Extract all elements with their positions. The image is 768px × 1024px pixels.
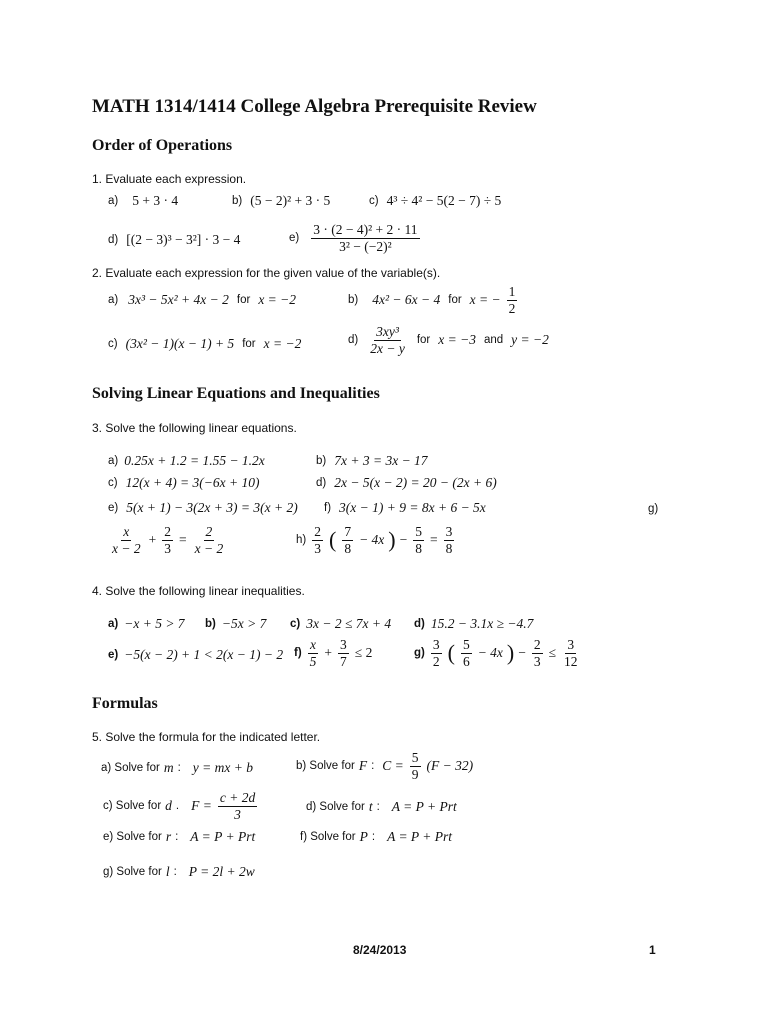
problem-4e xyxy=(108,647,283,663)
problem-3-text: 3. Solve the following linear equations. xyxy=(92,421,297,435)
fraction-numerator: 3 xyxy=(432,637,440,652)
fraction-denominator: 2x − y xyxy=(370,340,405,356)
problem-3g-label: g) xyxy=(648,503,659,515)
fraction xyxy=(342,524,353,556)
paren-close: ) xyxy=(506,640,515,666)
fraction-denominator: 8 xyxy=(445,540,453,556)
fraction xyxy=(338,637,349,669)
fraction-denominator: 3 xyxy=(234,806,241,822)
math-expr: −x + 5 > 7 xyxy=(124,616,185,631)
math-expr: A = P + Prt xyxy=(387,829,453,844)
fraction xyxy=(110,524,143,556)
math-expr: 12(x + 4) = 3(−6x + 10) xyxy=(125,475,260,490)
fraction-numerator: 2 xyxy=(164,524,171,539)
math-expr: −5x > 7 xyxy=(221,616,267,631)
condition: x = −2 xyxy=(258,292,297,307)
page-title: MATH 1314/1414 College Algebra Prerequisite Review xyxy=(92,96,537,117)
item-label: b) xyxy=(316,455,327,467)
problem-5a xyxy=(101,760,253,776)
math-expr: 0.25x + 1.2 = 1.55 − 1.2x xyxy=(124,453,265,468)
fraction-denominator: 8 xyxy=(344,540,352,556)
math-expr: 3(x − 1) + 9 = 8x + 6 − 5x xyxy=(339,500,486,515)
math-expr: (3x² − 1)(x − 1) + 5 xyxy=(125,336,235,351)
variable: t xyxy=(368,799,373,814)
item-label: g) Solve for xyxy=(103,866,162,878)
problem-3f xyxy=(324,500,486,516)
item-label: d) Solve for xyxy=(306,801,365,813)
for-word: for xyxy=(236,294,251,306)
item-label: d) xyxy=(348,334,359,347)
fraction-denominator: 3 xyxy=(533,653,541,669)
item-label: a) Solve for xyxy=(101,762,160,774)
punct: : xyxy=(371,760,375,773)
fraction xyxy=(562,637,580,669)
problem-1b xyxy=(232,193,330,209)
operator: − xyxy=(399,532,408,548)
item-label: c) xyxy=(369,195,379,207)
footer-date: 8/24/2013 xyxy=(353,943,407,957)
fraction-denominator: 2 xyxy=(508,300,516,316)
problem-1d xyxy=(108,232,240,248)
item-label: b) Solve for xyxy=(296,760,355,773)
fraction-numerator: 2 xyxy=(314,524,321,539)
fraction xyxy=(311,222,419,254)
punct: : xyxy=(376,801,380,813)
fraction xyxy=(193,524,226,556)
fraction-numerator: 3 · (2 − 4)² + 2 · 11 xyxy=(313,222,418,237)
fraction xyxy=(507,284,518,316)
problem-3e xyxy=(108,500,298,516)
operator: = xyxy=(430,532,438,548)
paren-open: ( xyxy=(328,527,337,553)
item-label: b) xyxy=(348,294,359,307)
item-label: d) xyxy=(108,234,119,246)
math-expr: 2x − 5(x − 2) = 20 − (2x + 6) xyxy=(334,475,497,490)
item-label: e) xyxy=(289,232,300,245)
fraction xyxy=(162,524,173,556)
fraction-denominator: 3 xyxy=(314,540,321,556)
fraction-denominator: 12 xyxy=(564,653,578,669)
item-label: g) xyxy=(414,647,425,660)
item-label: b) xyxy=(232,195,243,207)
problem-2-text: 2. Evaluate each expression for the given value of the variable(s). xyxy=(92,266,441,280)
problem-4c xyxy=(290,616,391,632)
fraction xyxy=(410,750,421,782)
item-label: d) xyxy=(414,618,425,630)
for-word: for xyxy=(416,334,431,347)
problem-2a xyxy=(108,292,296,308)
fraction-numerator: 7 xyxy=(344,524,352,539)
math-expr: A = P + Prt xyxy=(391,799,457,814)
fraction xyxy=(312,524,323,556)
math-expr: 4x² − 6x − 4 xyxy=(372,292,441,308)
item-label: a) xyxy=(108,618,119,630)
math-term: − 4x xyxy=(477,645,503,661)
fraction-denominator: 6 xyxy=(462,653,470,669)
fraction-numerator: 3xy³ xyxy=(376,324,399,339)
fraction-numerator: c + 2d xyxy=(219,790,256,805)
item-label: c) xyxy=(290,618,301,630)
problem-5g xyxy=(103,864,255,880)
problem-2c xyxy=(108,336,301,352)
fraction-denominator: 3 xyxy=(164,540,171,556)
item-label: c) xyxy=(108,338,118,350)
variable: F xyxy=(358,758,368,774)
fraction-numerator: 2 xyxy=(205,524,213,539)
problem-3a xyxy=(108,453,265,469)
punct: : xyxy=(173,866,177,878)
variable: P xyxy=(359,829,368,844)
problem-3h xyxy=(296,524,456,556)
and-word: and xyxy=(483,334,504,347)
math-expr: [(2 − 3)³ − 3²] · 3 − 4 xyxy=(126,232,241,247)
fraction-denominator: 5 xyxy=(309,653,317,669)
paren-close: ) xyxy=(388,527,396,553)
problem-1e xyxy=(289,222,422,254)
problem-5b xyxy=(296,750,473,782)
for-word: for xyxy=(242,338,256,350)
condition: x = − xyxy=(469,292,501,308)
math-expr: 7x + 3 = 3x − 17 xyxy=(334,453,428,468)
fraction-denominator: x − 2 xyxy=(194,540,224,556)
problem-5d xyxy=(306,799,457,815)
relation: ≤ 2 xyxy=(354,645,373,661)
problem-1-text: 1. Evaluate each expression. xyxy=(92,172,247,186)
punct: : xyxy=(177,762,181,774)
problem-4b xyxy=(205,616,266,632)
fraction-numerator: 3 xyxy=(445,524,453,539)
item-label: c) xyxy=(108,477,118,489)
fraction-denominator: 8 xyxy=(415,540,422,556)
item-label: c) Solve for xyxy=(103,800,162,813)
problem-3c xyxy=(108,475,260,491)
fraction-numerator: x xyxy=(123,524,130,539)
operator: − xyxy=(518,645,526,661)
problem-1c xyxy=(369,193,501,209)
problem-4f xyxy=(294,637,372,669)
item-label: e) Solve for xyxy=(103,831,162,843)
punct: . xyxy=(175,800,180,813)
fraction-numerator: 5 xyxy=(462,637,470,652)
item-label: d) xyxy=(316,477,327,489)
math-expr: 5 + 3 · 4 xyxy=(132,193,179,208)
problem-2b xyxy=(348,284,519,316)
variable: r xyxy=(165,829,172,844)
fraction xyxy=(532,637,543,669)
item-label: b) xyxy=(205,618,216,630)
formula-lhs: F = xyxy=(191,798,212,814)
variable: l xyxy=(165,864,170,879)
fraction-numerator: 1 xyxy=(508,284,516,299)
fraction-numerator: 5 xyxy=(415,524,422,539)
math-expr: y = mx + b xyxy=(192,760,253,775)
condition: x = −2 xyxy=(263,336,302,351)
fraction xyxy=(368,324,407,356)
problem-3d xyxy=(316,475,497,491)
section-heading-order: Order of Operations xyxy=(92,137,233,154)
for-word: for xyxy=(448,294,462,307)
problem-4d xyxy=(414,616,533,632)
fraction xyxy=(413,524,424,556)
fraction-numerator: 2 xyxy=(533,637,541,652)
condition: x = −3 xyxy=(438,332,476,348)
item-label: h) xyxy=(296,534,307,547)
problem-4g xyxy=(414,637,582,669)
operator: = xyxy=(178,532,187,548)
math-expr: −5(x − 2) + 1 < 2(x − 1) − 2 xyxy=(124,647,284,662)
fraction xyxy=(431,637,442,669)
math-expr: (5 − 2)² + 3 · 5 xyxy=(250,193,331,208)
item-label: a) xyxy=(108,294,119,306)
punct: : xyxy=(175,831,179,843)
item-label: a) xyxy=(108,195,119,207)
math-expr: 5(x + 1) − 3(2x + 3) = 3(x + 2) xyxy=(126,500,298,515)
fraction-denominator: 3² − (−2)² xyxy=(339,238,392,254)
fraction-numerator: 3 xyxy=(340,637,347,652)
item-label: e) xyxy=(108,502,119,514)
math-term: − 4x xyxy=(359,532,385,548)
fraction xyxy=(308,637,319,669)
fraction-denominator: 7 xyxy=(340,653,347,669)
page-number: 1 xyxy=(649,943,656,957)
punct: : xyxy=(371,831,376,843)
problem-5e xyxy=(103,829,255,845)
operator: + xyxy=(324,645,333,661)
fraction xyxy=(444,524,455,556)
math-expr: P = 2l + 2w xyxy=(188,864,255,879)
fraction-denominator: x − 2 xyxy=(112,540,141,556)
math-expr: 3x³ − 5x² + 4x − 2 xyxy=(128,292,229,307)
math-expr: 15.2 − 3.1x ≥ −4.7 xyxy=(430,616,534,631)
fraction-denominator: 2 xyxy=(432,653,440,669)
formula-rhs: (F − 32) xyxy=(426,758,474,774)
math-expr: 3x − 2 ≤ 7x + 4 xyxy=(306,616,392,631)
problem-2d xyxy=(348,324,549,356)
operator: + xyxy=(148,532,157,548)
fraction xyxy=(461,637,472,669)
problem-4a xyxy=(108,616,185,632)
item-label: f) Solve for xyxy=(300,831,356,843)
paren-open: ( xyxy=(447,640,455,666)
item-label: f) xyxy=(324,502,332,514)
section-heading-linear: Solving Linear Equations and Inequalities xyxy=(92,385,380,402)
fraction xyxy=(218,790,257,822)
fraction-numerator: 5 xyxy=(411,750,419,765)
variable: m xyxy=(163,760,174,775)
item-label: e) xyxy=(108,649,119,661)
math-expr: A = P + Prt xyxy=(190,829,256,844)
fraction-denominator: 9 xyxy=(411,766,419,782)
problem-5f xyxy=(300,829,452,845)
formula-lhs: C = xyxy=(382,758,404,774)
problem-1a xyxy=(108,193,178,209)
item-label: a) xyxy=(108,455,119,467)
item-label: f) xyxy=(294,647,302,660)
fraction-numerator: x xyxy=(310,637,317,652)
section-heading-formulas: Formulas xyxy=(92,695,158,712)
problem-5-text: 5. Solve the formula for the indicated letter. xyxy=(92,730,321,744)
variable: d xyxy=(165,798,172,814)
problem-5c xyxy=(103,790,259,822)
math-expr: 4³ ÷ 4² − 5(2 − 7) ÷ 5 xyxy=(386,193,502,208)
problem-3g xyxy=(108,524,227,556)
problem-3b xyxy=(316,453,428,469)
relation: ≤ xyxy=(548,645,557,661)
problem-4-text: 4. Solve the following linear inequalities. xyxy=(92,584,305,598)
fraction-numerator: 3 xyxy=(567,637,575,652)
condition-2: y = −2 xyxy=(511,332,549,348)
